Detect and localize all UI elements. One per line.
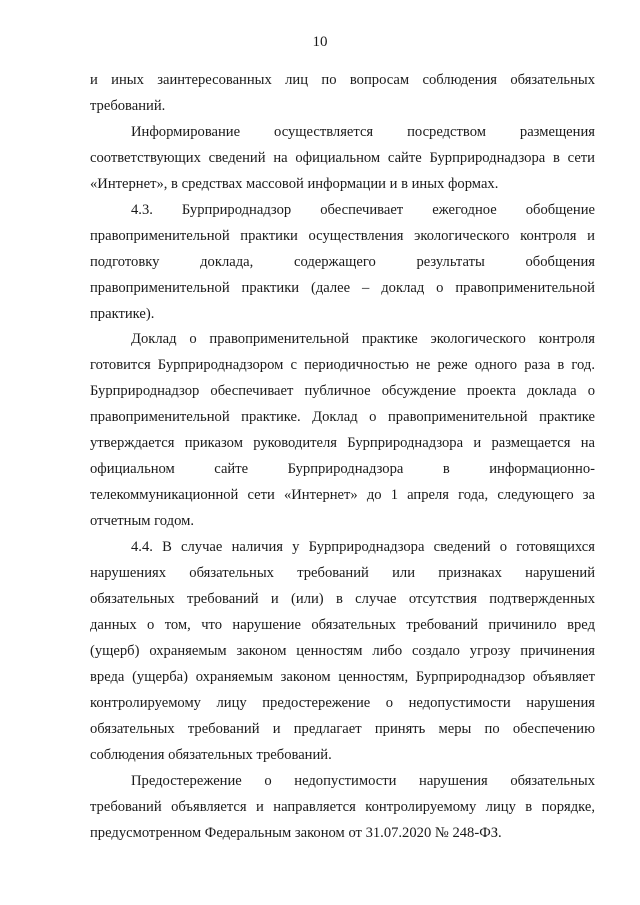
text-line: телекоммуникационной сети «Интернет» до 1 апреля года, следующего за xyxy=(90,487,595,503)
text-line: Информирование осуществляется посредством размещения xyxy=(131,124,595,140)
text-line: нарушениях обязательных требований или признаках нарушений xyxy=(90,565,595,581)
text-line: соблюдения обязательных требований. xyxy=(90,747,332,763)
text-line: соответствующих сведений на официальном сайте Бурприроднадзора в сети xyxy=(90,150,595,166)
text-line: 4.3. Бурприроднадзор обеспечивает ежегодное обобщение xyxy=(131,202,595,218)
text-line: обязательных требований и (или) в случае отсутствия подтвержденных xyxy=(90,591,595,607)
text-line: правоприменительной практики (далее – доклад о правоприменительной xyxy=(90,280,595,296)
page-number: 10 xyxy=(312,34,328,50)
text-line: предусмотренном Федеральным законом от 31.07.2020 № 248-ФЗ. xyxy=(90,825,502,841)
text-line: подготовку доклада, содержащего результаты обобщения xyxy=(90,254,595,270)
text-line: Предостережение о недопустимости нарушения обязательных xyxy=(131,773,595,789)
text-line: официальном сайте Бурприроднадзора в информационно- xyxy=(90,461,595,477)
text-line: (ущерб) охраняемым законом ценностям либо создало угрозу причинения xyxy=(90,643,595,659)
text-line: контролируемому лицу предостережение о недопустимости нарушения xyxy=(90,695,595,711)
text-line: требований объявляется и направляется контролируемому лицу в порядке, xyxy=(90,799,595,815)
text-line: вреда (ущерба) охраняемым законом ценностям, Бурприроднадзор объявляет xyxy=(90,669,595,685)
text-line: отчетным годом. xyxy=(90,513,195,529)
text-line: «Интернет», в средствах массовой информации и в иных формах. xyxy=(90,176,499,192)
text-line: правоприменительной практики осуществления экологического контроля и xyxy=(90,228,595,244)
text-line: обязательных требований и предлагает принять меры по обеспечению xyxy=(90,721,595,737)
text-line: требований. xyxy=(90,98,166,114)
text-line: готовится Бурприроднадзором с периодичностью не реже одного раза в год. xyxy=(90,357,595,373)
text-line: и иных заинтересованных лиц по вопросам соблюдения обязательных xyxy=(90,72,595,88)
text-line: Бурприроднадзор обеспечивает публичное обсуждение проекта доклада о xyxy=(90,383,595,399)
text-line: 4.4. В случае наличия у Бурприроднадзора сведений о готовящихся xyxy=(131,539,595,555)
text-line: Доклад о правоприменительной практике экологического контроля xyxy=(131,331,595,347)
text-line: практике). xyxy=(90,306,155,322)
text-line: утверждается приказом руководителя Бурприроднадзора и размещается на xyxy=(90,435,595,451)
text-line: правоприменительной практике. Доклад о правоприменительной практике xyxy=(90,409,595,425)
text-line: данных о том, что нарушение обязательных требований причинило вред xyxy=(90,617,595,633)
